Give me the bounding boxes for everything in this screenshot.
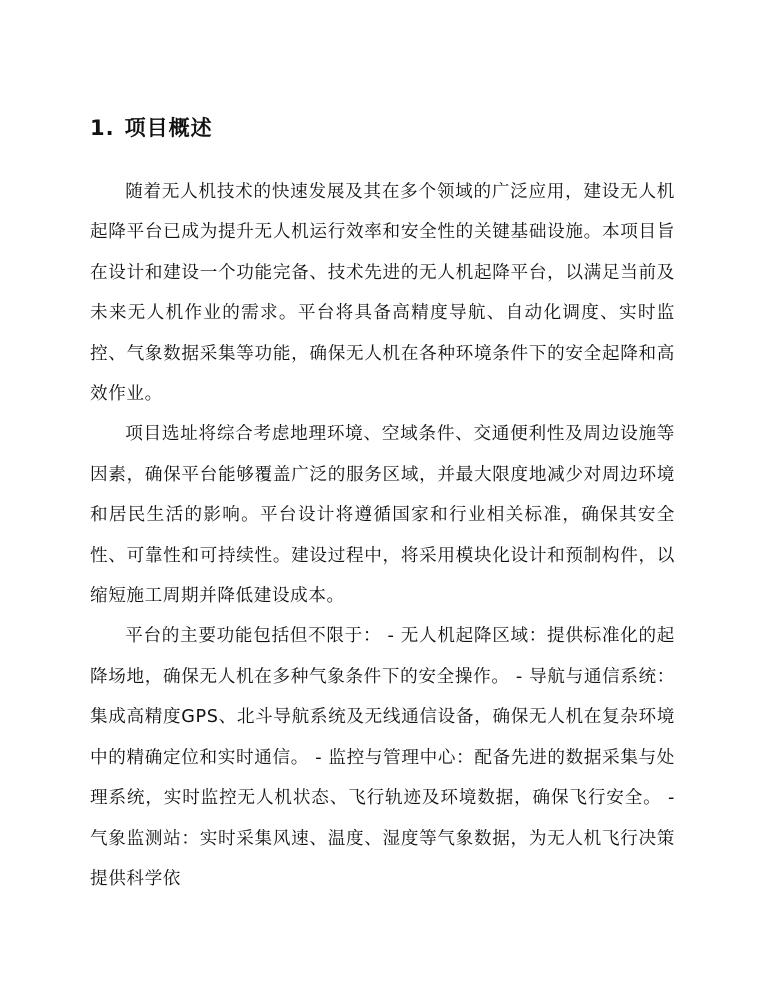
section-number: 1. (90, 116, 115, 140)
document-body (90, 172, 675, 899)
paragraph-overview: 随着无人机技术的快速发展及其在多个领域的广泛应用，建设无人机起降平台已成为提升无人机运行效率和安全性的关键基础设施。本项目旨在设计和建设一个功能完备、技术先进的无人机起降平台，以满足当前及未来无人机作业的需求。平台将具备高精度导航、自动化调度、实时监控、气象数据采集等功能，确保无人机在各种环境条件下的安全起降和高效作业。 (90, 182, 675, 405)
paragraph-main-functions: 平台的主要功能包括但不限于： - 无人机起降区域：提供标准化的起降场地，确保无人机在多种气象条件下的安全操作。 - 导航与通信系统：集成高精度GPS、北斗导航系统及无线通信设备，确保无人机在复杂环境中的精确定位和实时通信。 - 监控与管理中心：配备先进的数据采集与处理系统，实时监控无人机状态、飞行轨迹及环境数据，确保飞行安全。 - 气象监测站：实时采集风速、温度、湿度等气象数据，为无人机飞行决策提供科学依 (90, 626, 675, 889)
paragraph-site-selection: 项目选址将综合考虑地理环境、空域条件、交通便利性及周边设施等因素，确保平台能够覆盖广泛的服务区域，并最大限度地减少对周边环境和居民生活的影响。平台设计将遵循国家和行业相关标准，确保其安全性、可靠性和可持续性。建设过程中，将采用模块化设计和预制构件，以缩短施工周期并降低建设成本。 (90, 424, 675, 607)
section-heading (90, 113, 213, 143)
section-title: 项目概述 (124, 116, 213, 140)
